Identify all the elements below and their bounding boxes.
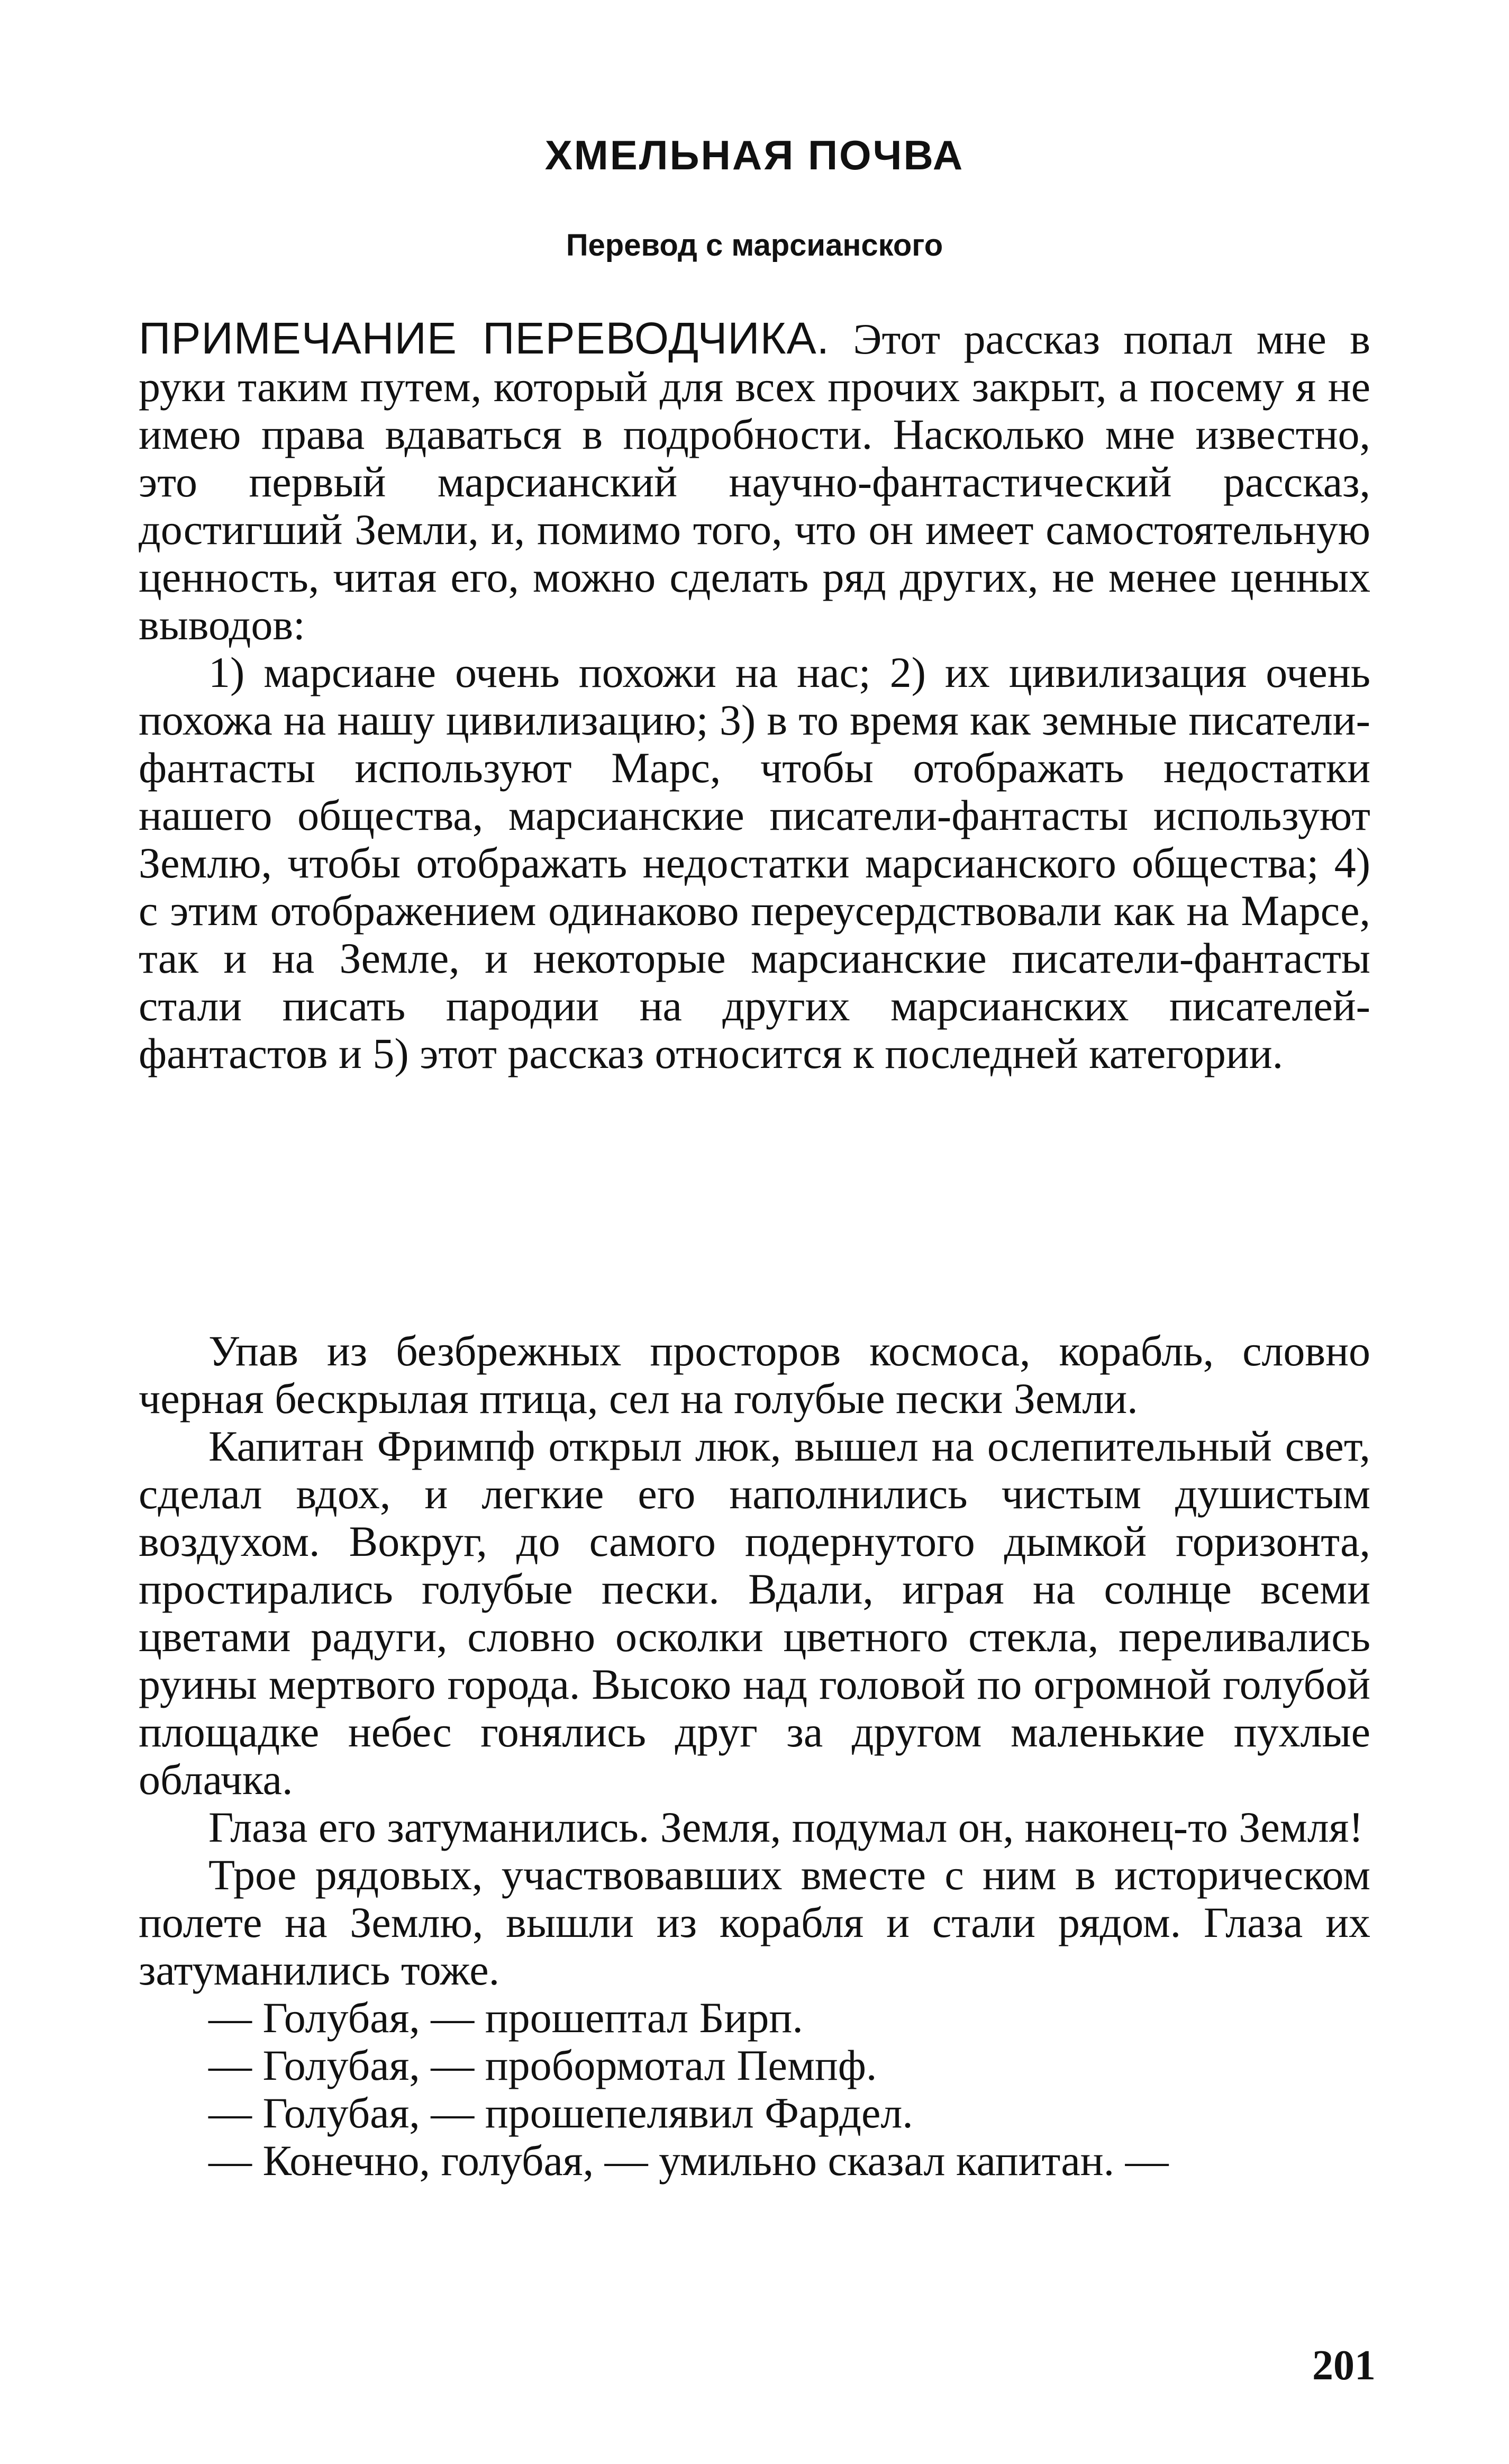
translator-note-heading: ПРИМЕЧАНИЕ ПЕРЕВОДЧИКА. [139, 313, 830, 363]
translator-note-text: Этот рассказ попал мне в руки таким путем, который для всех прочих закрыт, а посему я не имею права вдаваться в подробности. Насколько мне известно, это первый марсианский научно-фантастический рассказ, достигший Земли, и, помимо того, что он имеет самостоятельную ценность, читая его, можно сделать ряд других, не менее ценных выводов: [139, 315, 1370, 649]
story-subtitle: Перевод с марсианского [566, 228, 943, 262]
story-paragraph: Глаза его затуманились. Земля, подумал он, наконец-то Земля! [208, 1803, 1363, 1851]
translator-note-paragraph [139, 314, 1370, 649]
dialog-line: — Голубая, — прошепелявил Фардел. [208, 2089, 913, 2137]
translator-note [139, 314, 1370, 1077]
dialog-line: — Голубая, — пробормотал Пемпф. [208, 2041, 877, 2089]
story-paragraph: Капитан Фримпф открыл люк, вышел на ослепительный свет, сделал вдох, и легкие его наполнились чистым душистым воздухом. Вокруг, до самого подернутого дымкой горизонта, простирались голубые пески. Вдали, играя на солнце всеми цветами радуги, словно осколки цветного стекла, переливались руины мертвого города. Высоко над головой по огромной голубой площадке небес гонялись друг за другом маленькие пухлые облачка. [139, 1422, 1370, 1804]
story-paragraph: Трое рядовых, участвовавших вместе с ним в историческом полете на Землю, вышли из корабля и стали рядом. Глаза их затуманились тоже. [139, 1851, 1370, 1994]
story-title: ХМЕЛЬНАЯ ПОЧВА [544, 132, 965, 178]
page-number: 201 [1312, 2342, 1376, 2389]
story-paragraph: Упав из безбрежных просторов космоса, корабль, словно черная бескрылая птица, сел на голубые пески Земли. [139, 1327, 1370, 1423]
dialog-line: — Конечно, голубая, — умильно сказал капитан. — [208, 2136, 1169, 2185]
dialog-line: — Голубая, — прошептал Бирп. [208, 1994, 803, 2042]
translator-note-list: 1) марсиане очень похожи на нас; 2) их цивилизация очень похожа на нашу цивилизацию; 3) в то время как земные писатели-фантасты используют Марс, чтобы отображать недостатки нашего общества, марсианские писатели-фантасты используют Землю, чтобы отображать недостатки марсианского общества; 4) с этим отображением одинаково переусердствовали как на Марсе, так и на Земле, и некоторые марсианские писатели-фантасты стали писать пародии на других марсианских писателей-фантастов и 5) этот рассказ относится к последней категории. [139, 648, 1370, 1077]
story-body [139, 1327, 1370, 2185]
dialog-block [139, 1994, 1370, 2185]
